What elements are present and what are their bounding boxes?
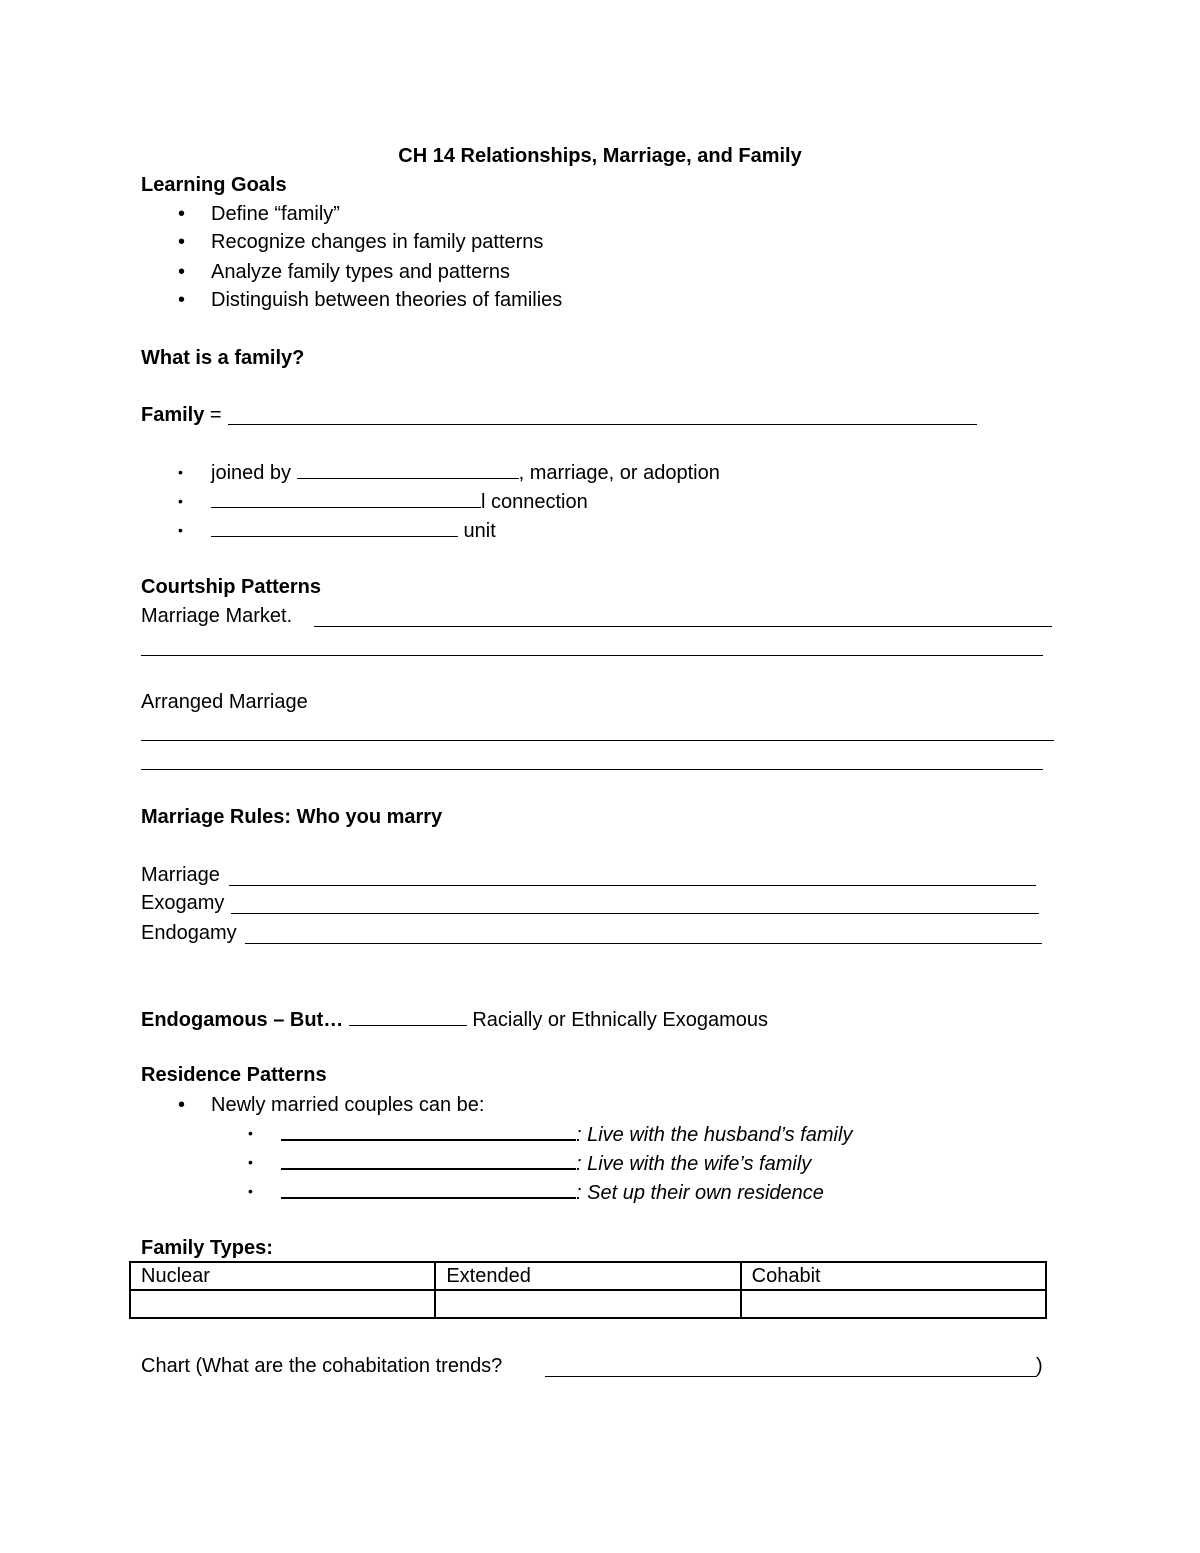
marriage-label: Marriage [141,864,220,886]
arranged-marriage-label: Arranged Marriage [141,691,308,713]
table-cell-extended[interactable] [435,1290,740,1318]
table-cell-cohabit[interactable] [741,1290,1046,1318]
learning-goal-item: Analyze family types and patterns [211,261,511,283]
bullet-icon: • [178,493,183,509]
endogamous-rest: Racially or Ethnically Exogamous [466,1009,769,1031]
endogamy-blank[interactable] [245,943,1042,944]
bullet-icon: • [178,203,186,225]
table-header-extended: Extended [435,1262,740,1290]
endogamy-label: Endogamy [141,922,237,944]
family-label: Family [141,404,205,426]
family-bullet-connection: l connection [211,489,588,514]
residence-heading: Residence Patterns [141,1064,327,1086]
bullet-icon: • [248,1125,253,1141]
arranged-marriage-blank-2[interactable] [141,769,1043,770]
chart-prompt-close: ) [1036,1355,1043,1377]
bullet-icon: • [178,522,183,538]
family-bullet-joined: joined by , marriage, or adoption [211,462,720,484]
family-definition-label [141,403,222,427]
residence-blank[interactable] [281,1121,576,1141]
family-equals: = [204,404,222,426]
family-types-heading: Family Types: [141,1237,273,1259]
page-title: CH 14 Relationships, Marriage, and Family [398,145,802,167]
table-cell-nuclear[interactable] [130,1290,435,1318]
unit-blank[interactable] [211,518,458,537]
table-header-nuclear: Nuclear [130,1262,435,1290]
learning-goal-item: Recognize changes in family patterns [211,231,544,253]
endogamous-line [141,1007,768,1032]
table-row [130,1290,1046,1318]
chart-prompt-blank[interactable] [545,1376,1037,1377]
bullet-icon: • [178,289,186,311]
family-definition-blank[interactable] [228,424,977,425]
chart-prompt: Chart (What are the cohabitation trends? [141,1355,503,1377]
marriage-market-blank[interactable] [314,626,1052,627]
bullet-icon: • [178,1094,186,1116]
joined-by-blank[interactable] [297,460,519,479]
exogamy-label: Exogamy [141,892,225,914]
residence-blank[interactable] [281,1179,576,1199]
residence-item: : Live with the husband’s family [281,1121,852,1147]
marriage-market-label: Marriage Market. [141,605,293,627]
courtship-heading: Courtship Patterns [141,576,322,598]
connection-blank[interactable] [211,489,481,508]
learning-goal-item: Distinguish between theories of families [211,289,563,311]
endogamous-label: Endogamous – But… [141,1009,344,1031]
learning-goal-item: Define “family” [211,203,340,225]
arranged-marriage-blank[interactable] [141,740,1054,741]
exogamy-blank[interactable] [231,913,1039,914]
bullet-icon: • [248,1183,253,1199]
residence-item: : Set up their own residence [281,1179,824,1205]
marriage-rules-heading: Marriage Rules: Who you marry [141,806,443,828]
family-types-table [129,1261,1047,1319]
what-is-family-heading: What is a family? [141,347,305,369]
family-bullet-unit: unit [211,518,496,543]
learning-goals-heading: Learning Goals [141,174,287,196]
marriage-blank[interactable] [229,885,1036,886]
residence-item: : Live with the wife’s family [281,1150,811,1176]
table-header-cohabit: Cohabit [741,1262,1046,1290]
bullet-icon: • [178,464,183,480]
table-header-row [130,1262,1046,1290]
residence-intro: Newly married couples can be: [211,1094,485,1116]
endogamous-blank[interactable] [349,1007,467,1026]
marriage-market-blank-2[interactable] [141,655,1043,656]
bullet-icon: • [248,1154,253,1170]
bullet-icon: • [178,231,186,253]
bullet-icon: • [178,261,186,283]
residence-blank[interactable] [281,1150,576,1170]
